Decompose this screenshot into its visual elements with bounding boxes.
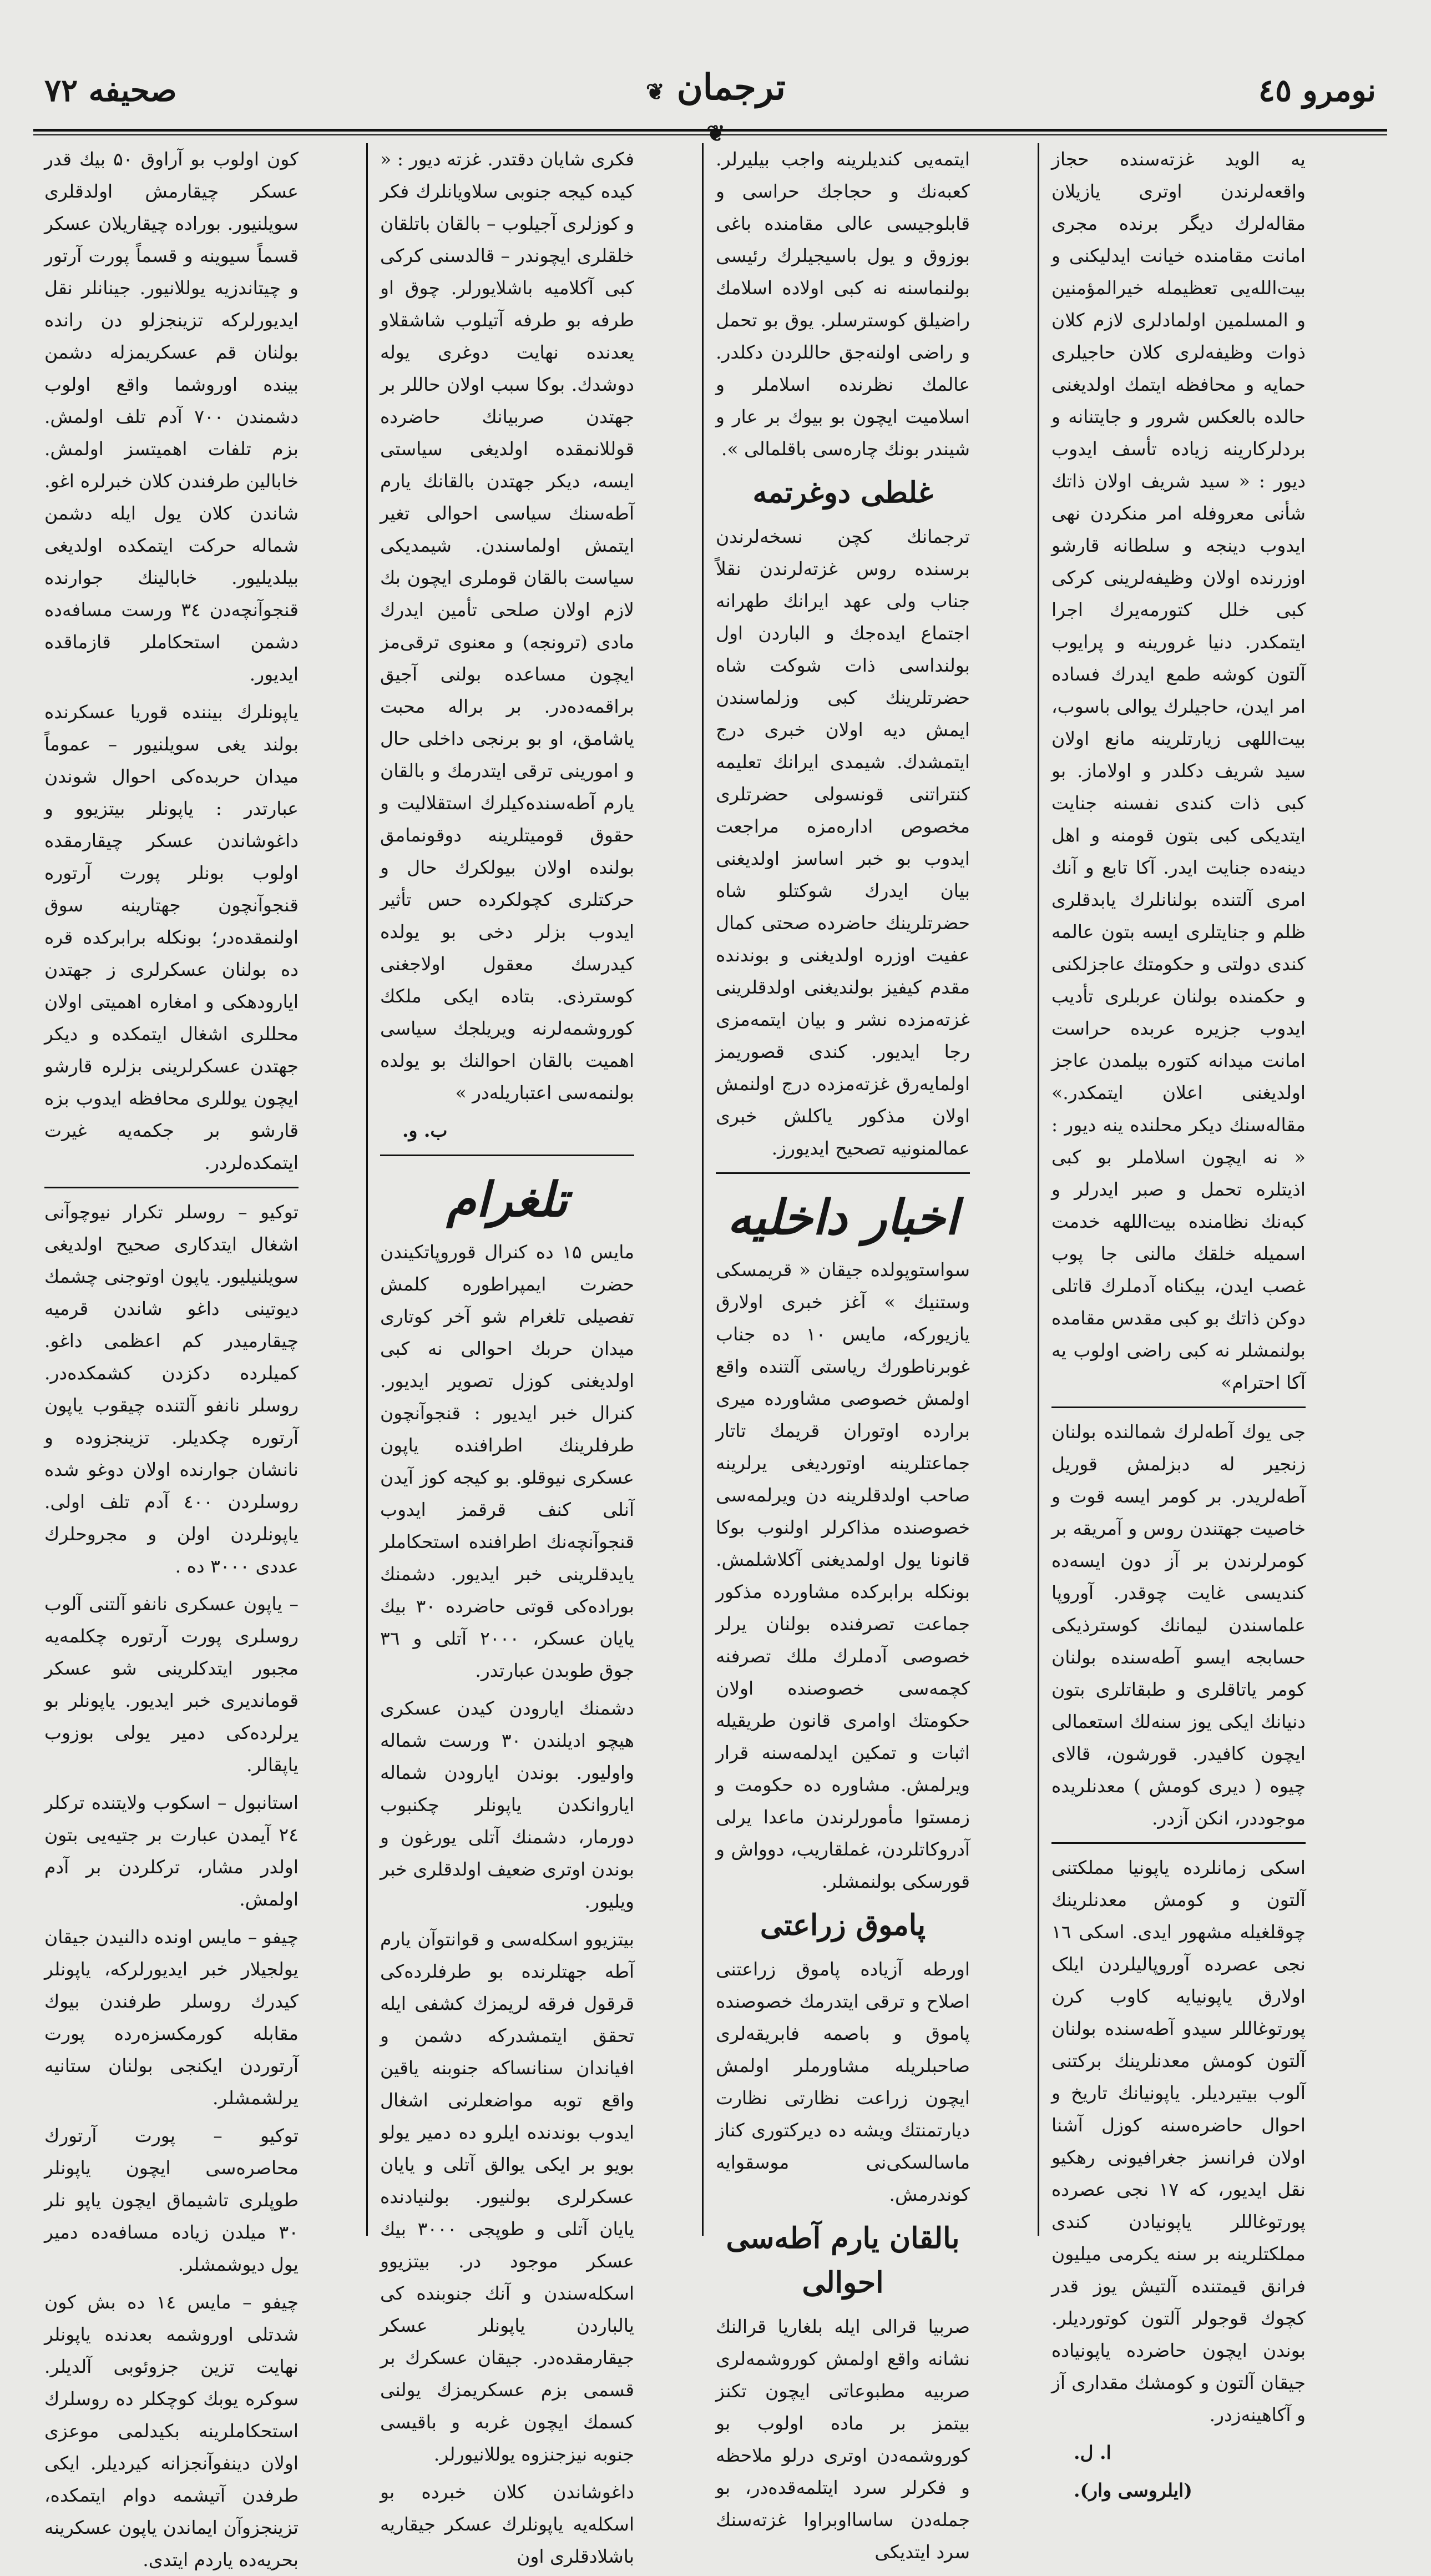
article-paragraph: داغوشاندن کلان خبرده بو اسکله‌یه یاپونلرك عسکر جیقاریه باشلادقلری اون bbox=[380, 2481, 634, 2567]
section-title: بالقان یارم آطه‌سی احوالی bbox=[726, 2221, 960, 2300]
masthead bbox=[33, 67, 1387, 147]
column-rule bbox=[1038, 143, 1039, 2236]
article-paragraph: یاپونلرك بیننده قوریا عسکرنده بولند یغی سویلنیور – عموماً میدان حربده‌کی احوال شوندن عبارتدر : یاپونلر بیتزیوو و داغوشاندن عسکر چیقارمقده اولوب بونلر پورت آرتوره قنجوآنچون جهتارینه سوق اولنمقده‌در؛ بونکله برابرکده قره ده بولنان عسکرلری ز جهتدن ایارودهکی و امغاره اهمیتی اولان محللری اشغال ایتمکده و دیکر جهتدن عسکرلرینی بزلره قارشو ایچون یوللری محافظه ایدوب بزه قارشو بر جکمه‌یه غیرت ایتمکده‌لردر. bbox=[44, 701, 299, 1173]
page-number: صحیفه ۷۲ bbox=[44, 72, 177, 109]
article-paragraph: سواستوپولده جیقان « قریمسکی وستنیك » آغز خبری اولارق یازیورکه، مایس ۱۰ ده جناب غوبرناطورك ریاستی آلتنده واقع اولمش خصوصی مشاورده میری برارده اوتوران قریمك تاتار جماعتلرینه اوتوردیغی یرلرینه صاحب اولدقلرینه دن ویرلمه‌سی خصوصنده مذاکرلر اولنوب بوکا قانونا یول اولمدیغنی آکلاشلمش. بونکله برابرکده مشاورده مذکور جماعت تصرفنده بولنان یرلر خصوصی آدملرك ملك تصرفنه کچمه‌سی خصوصنده اولان حکومتك اوامری قانون طریقیله اثبات و تمکین ایدلمه‌سنه قرار ویرلمش. مشاوره ده حکومت و زمستوا مأمورلرندن ماعدا یرلی آدروکاتلردن، غملقاریب، دوواش و قورسکی بولنمشلر. bbox=[716, 1259, 970, 1892]
article-paragraph: اسکی زمانلرده یاپونیا مملکتنی آلتون و کومش معدنلرینك چوقلغیله مشهور ایدی. اسکی ۱٦ نجی عصرده آوروپالیلردن ایلک اولارق یاپونیایه کاوب کرن پورتوغاللر سیدو آطه‌سنده بولنان آلتون کومش معدنلرینك برکتنی آلوب بیتیردیلر. یاپونیانك تاریخ و احوال حاضره‌سنه کوزل آشنا اولان فرانسز جغرافیونی رهکیو نقل ایدیور، که ۱۷ نجی عصرده پورتوغاللر یاپونیادن کندی مملکتلرینه بر سنه یکرمی میلیون فرانق قیمتنده آلتیش یوز قدر کچوك قوجولر آلتون کوتوردیلر. بوندن ایچون حاضرده یاپونیاده جیقان آلتون و کومشك مقداری آز و آکاهینه‌زدر. bbox=[1051, 1857, 1306, 2426]
column-rule bbox=[366, 143, 368, 2236]
article-paragraph: اورطه آزیاده پاموق زراعتنی اصلاح و ترقی ایتدرمك خصوصنده پاموق و باصمه فابریقه‌لری صاحبلریله مشاورملر اولمش ایچون زراعت نظارتی نظارت دیارتمنتك ویشه ده دیرکتوری کناز ماسالسکی‌نی موسقوایه کوندرمش. bbox=[716, 1958, 970, 2205]
column-rule bbox=[702, 143, 704, 2236]
article-paragraph: کون اولوب بو آراوق ۵۰ بیك قدر عسکر چیقارمش اولدقلری سویلنیور. بوراده چیقاریلان عسکر قسماً سیوینه و قسماً پورت آرتور و چیتاندزیه یوللانیور. جینانلر نقل ایدیورلرکه تزینجزلو دن رانده بولنان قم عسکریمزله دشمن بینده اوروشما واقع اولوب دشمندن ۷۰۰ آدم تلف اولمش. بزم تلفات اهمیتسز اولمش. خابالین طرفندن کلان خبرلره اغو. شاندن کلان یول ایله دشمن شماله حرکت ایتمکده اولدیغی بیلدیلیور. خابالینك جوارنده قنجوآنچه‌دن ۳٤ ورست مسافه‌ده دشمن استحکاملر قازماقده ایدیور. bbox=[44, 148, 299, 685]
signature: ا. ل. bbox=[1074, 2442, 1111, 2463]
column-4 bbox=[44, 143, 299, 2570]
paper-title: ترجمان bbox=[676, 67, 786, 108]
news-item: چیفو – مایس ۱٤ ده بش کون شدتلی اوروشمه بعدنده یاپونلر نهایت تزین جزوئوبی آلدیلر. سوکره یوبك کوچکلر ده روسلرك استحکاملرینه بکیدلمی موعزی اولان دینفوآنجزانه کیردیلر. ایکی طرفدن آتیشمه دوام ایتمکده، تزینجزوآن ایماندن یاپون عسکرینه بحریه‌ده یاردم ایتدی. bbox=[44, 2291, 299, 2570]
paper-title-block bbox=[633, 67, 799, 150]
header-rule-thin bbox=[33, 134, 1387, 135]
news-item: توکیو – پورت آرتورك محاصره‌سی ایچون یاپونلر طوپلری تاشیماق ایچون یاپو نلر ۳۰ میلدن زیاده مسافه‌ده دمیر یول دیوشمشلر. bbox=[44, 2125, 299, 2275]
article-paragraph: ترجمانك کچن نسخه‌لرندن برسنده روس غزته‌لرندن نقلاً جناب ولی عهد ایرانك طهرانه اجتماع ایده‌جك و الباردن اول بولنداسی ذات شوکت شاه حضرتلرینك کبی وزلماسندن ایمش دیه اولان خبری درج ایتمشدك. شیمدی ایرانك تعلیمه کنتراتنی قونسولی حضرتلری مخصوص اداره‌مزه مراجعت ایدوب بو خبر اساسز اولدیغنی بیان ایدرك شوکتلو شاه حضرتلرینك حاضرده صحتی کمال عفیت اوزره اولدیغنی و بوندنده مقدم کیفیز بولندیغنی اولدقلرینی غزته‌مزده نشر و بیان ایتمه‌مزی رجا ایدیور. کندی قصوریمز اولمایه‌رق غزته‌مزده درج اولنمش اولان مذکور یاکلش خبری عمالمنونیه تصحیح ایدیورز. bbox=[716, 526, 970, 1159]
article-paragraph: جی یوك آطه‌لرك شمالنده بولنان زنجیر له دبزلمش قوریل آطه‌لریدر. بر کومر ایسه قوت و خاصیت جهتندن روس و آمریقه بر کومرلرندن بر آز دون ایسه‌ده کندیسی غایت چوقدر. آوروپا علماسندن لیمانك کوسترذیکی حسابجه ایسو آطه‌سنده بولنان کومر یاتاقلری و طبقاتلری بتون دنیانك ایکی یوز سنه‌لك استعمالی ایچون کافیدر. قورشون، قالای چیوه ( دیری کومش ) معدنلریده موجوددر، انکن آزدر. bbox=[1051, 1421, 1306, 1829]
article-paragraph: بیتزیوو اسکله‌سی و قوانتوآن یارم آطه جهتلرنده بو طرفلرده‌کی قرقول فرقه لریمزك کشفی ایله تحقق ایتمشدرکه دشمن و افیاندان سنانساکه جنوبنه یاقین واقع توبه مواضعلرنی اشغال ایدوب بوندنده ایلرو ده دمیر یولو بویو بر ایکی یوالق آتلی و یایان عسکرلری بولنیور. بولنیادنده یایان آتلی و طوپجی ۳۰۰۰ بیك عسکر موجود در. بیتزیوو اسکله‌سندن و آنك جنوبنده کی یالباردن یاپونلر عسکر جیقارمقده‌در. جیقان عسکرك بر قسمی بزم عسکریمزك یولنی کسمك ایچون غربه و باقیسی جنوبه نیزجنزوه یوللانیورلر. bbox=[380, 1928, 634, 2465]
section-title: غلطی دوغرتمه bbox=[752, 476, 933, 510]
section-title: پاموق زراعتی bbox=[760, 1908, 926, 1942]
ornament-icon: ❦ bbox=[706, 120, 725, 147]
column-divider bbox=[44, 1187, 299, 1188]
column-divider bbox=[380, 1155, 634, 1156]
signature: ب. و. bbox=[402, 1120, 448, 1141]
article-paragraph: مایس ۱۵ ده کنرال قوروپاتکیندن حضرت ایمپراطوره کلمش تفصیلی تلغرام شو آخر کوتاری میدان حربك احوالی نه کبی اولدیغنی کوزل تصویر ایدیور. کنرال خبر ایدیور : قنجوآنچون طرفلرینك اطرافنده یاپون عسکری نیوقلو. بو کیجه کوز آیدن آنلی کنف قرقمز ایدوب قنجوآنچه‌نك اطرافنده استحکاملر یایدقلرینی خبر ایدیور. دشمنك بوراده‌کی قوتی حاضرده ۳۰ بیك یایان عسکر، ۲۰۰۰ آتلی و ۳٦ جوق طوبدن عبارتدر. bbox=[380, 1241, 634, 1681]
news-item: استانبول – اسکوب ولایتنده ترکلر ۲٤ آیمدن عبارت بر جتیه‌یی بتون اولدر مشار، ترکلردن بر آدم اولمش. bbox=[44, 1792, 299, 1910]
header-rule bbox=[33, 129, 1387, 132]
news-item: چیفو – مایس اونده دالنیدن جیقان یولجیلار خبر ایدیورلرکه، یاپونلر کیدرك روسلر طرفندن بیوك مقابله کورمکسزه‌رده پورت آرتوردن ایکنجی بولنان ستانیه یرلشمشلر. bbox=[44, 1926, 299, 2109]
news-item: توکیو – روسلر تکرار نیوچوآنی اشغال ایتدکاری صحیح اولدیغی سویلنیلیور. یاپون اوتوجنی چشمك دیوتینی داغو شاندن قرمیه چیقارمیدر کم اعظمی داغو. کمیلرده دکزدن کشمکده‌در. روسلر نانفو آلتنده چیقوب یاپون آرتوره چکدیلر. تزینجزوده و نانشان جوارنده اولان دوغو شده روسلردن ٤۰۰ آدم تلف اولی. یاپونلردن اولن و مجروحلرك عددی ۳۰۰۰ ده . bbox=[44, 1201, 299, 1577]
article-paragraph: صربیا قرالی ایله بلغاریا قرالنك نشانه واقع اولمش کوروشمه‌لری صربیه مطبوعاتی ایچون تکنز بیتمز بر ماده اولوب بو کوروشمه‌دن اوتری درلو ملاحظه و فکرلر سرد ایتلمه‌قده‌در، بو جمله‌دن ساسا‌ا‌وبرا‌وا غزته‌سنك سرد ایتدیکی bbox=[716, 2316, 970, 2563]
section-heading-domestic-news: اخبار داخلیه bbox=[727, 1189, 959, 1246]
column-divider bbox=[716, 1172, 970, 1174]
column-2 bbox=[716, 143, 970, 2563]
column-divider bbox=[1051, 1407, 1306, 1408]
article-paragraph: یه الوید غزته‌سنده حجاز واقعه‌لرندن اوتری یازیلان مقاله‌لرك دیگر برنده مجری امانت مقامنده خیانت ایدلیکنی و بیت‌الله‌یی تعظیمله خیرالمؤمنین و المسلمین اولمادلری لازم کلان ذوات وظیفه‌لری کلان حاجیلری حمایه و محافظه ایتمك اولدیغنی حالده بالعکس شرور و جایتنانه و بردلرکارینه زیاده تأسف ایدوب دیور : « سید شریف اولان ذاتك شأنی معروفله امر منکردن نهی ایدوب دینجه و سلطانه قارشو اوزرنده اولان وظیفه‌لرینی کرکی کبی خلل کتورمه‌یرك اجرا ایتمکدر. دنیا غرورینه و پرایوب آلتون کوشه طمع ایدرك فساده امر ایدن، حاجیلرك یوالی باسوب، بیت‌اللهی زیارتلرینه مانع اولان سید شریف دکلدر و اولاماز. بو کبی ذات کندی نفسنه جنایت ایتدیکی کبی بتون قومنه و اهل دینه‌ده جنایت ایدر. آکا تابع و آنك امری آلتنده بولنانلرك یابدقلری ظلم و جنایتلری ایسه بتون عالمه کندی دولتی و حکومتك عاجزلکنی و حکمنده بولنان عربلری تأدیب ایدوب جزیره عربده حراست امانت میدانه کتوره بیلمدن عاجز اولدیغنی اعلان ایتمکدر.» مقاله‌سنك دیکر محلنده ینه دیور : « نه ایچون اسلاملر بو کبی اذیتلره تحمل و صبر ایدرلر و کبه‌نك نظامنده بیت‌اللهه خدمت اسمیله خلقك مالنی جا پوب غصب ایدن، بیکناه آدملرك قاتلی دوکن ذاتك بو کبی مقدس مقامده بولنمشلر نه کبی راضی اولوب یه آکا احترام» bbox=[1051, 148, 1306, 1393]
ornament-icon: ❦ bbox=[646, 79, 665, 105]
article-paragraph: ایتمه‌یی کندیلرینه واجب بیلیرلر. کعبه‌نك و حجاجك حراسی و قابلوجیسی عالی مقامنده باغی بوزوق و یول باسیجیلرك رئیسی بولنماسنه نه کبی اولاده اسلامك راضیلق کوسترسلر. یوق بو تحمل و راضی اولنه‌جق حاللردن دکلدر. عالمك نظرنده اسلاملر و اسلامیت ایچون بو بیوك بر عار و شیندر بونك چاره‌سی باقلمالی ». bbox=[716, 148, 970, 460]
continued-note: (ایلروسی وار). bbox=[1074, 2479, 1192, 2501]
article-paragraph: دشمنك ایارودن کیدن عسکری هیچو ادیلندن ۳۰ ورست شماله واولیور. بوندن ایارودن شماله ایاروانکدن یاپونلر چکنبوب دورمار، دشمنك آتلی یورغون و بوندن اوتری ضعیف اولدقلری خبر ویلیور. bbox=[380, 1697, 634, 1912]
issue-number: نومرو ٤٥ bbox=[1258, 72, 1376, 109]
column-1 bbox=[1051, 143, 1306, 2501]
column-divider bbox=[1051, 1842, 1306, 1844]
section-heading-telegram: تلغرام bbox=[446, 1172, 568, 1228]
article-paragraph: فکری شایان دقتدر. غزته دیور : « کیده کیجه جنوبی سلاویانلرك فکر و کوزلری آجیلوب – بالقان باتلقان خلقلری ایچوندر – قالدسنی کرکی کبی آکلامیه باشلایورلر. چوق او طرفه بو طرفه آتیلوب شاشقلاو یعدنده نهایت دوغری یوله دوشدك. بوکا سبب اولان حاللر بر جهتدن صربیانك حاضرده قوللانمقده اولدیغی سیاستی ایسه، دیکر جهتدن بالقانك یارم آطه‌سنك سیاسی احوالی تغیر ایتمش اولماسندن. شیمدیکی سیاست بالقان قوملری ایچون بك لازم اولان صلحی تأمین ایدرك مادی (ترونجه) و معنوی ترقی‌مز ایچون مساعده بولنی آجیق براقمه‌ده‌در. بر براله محبت یاشامق، او بو برنجی داخلی حال و امورینی ترقی ایتدرمك و بالقان یارم آطه‌سنده‌کیلرك استقلالیت و حقوق قومیتلرینه دوقونمامق بولنده اولان بیولکرك حال و حرکتلری کچولکرده حس تأثیر ایدوب بزلر دخی بو یولده کیدرسك معقول اولاجغنی کوسترذی. بتاده ایکی ملکك کوروشمه‌لرنه ویریلجك سیاسی اهمیت بالقان احوالنك بو یولده بولنمه‌سی اعتباریله‌در » bbox=[380, 148, 634, 1103]
column-3 bbox=[380, 143, 634, 2567]
news-item: – یاپون عسکری نانفو آلتنی آلوب روسلری پورت آرتوره چکلمه‌یه مجبور ایتدکلرینی شو عسکر قوماندیری خبر ایدیور. یاپونلر بو یرلرده‌کی دمیر یولی بوزوب یاپقالر. bbox=[44, 1593, 299, 1776]
